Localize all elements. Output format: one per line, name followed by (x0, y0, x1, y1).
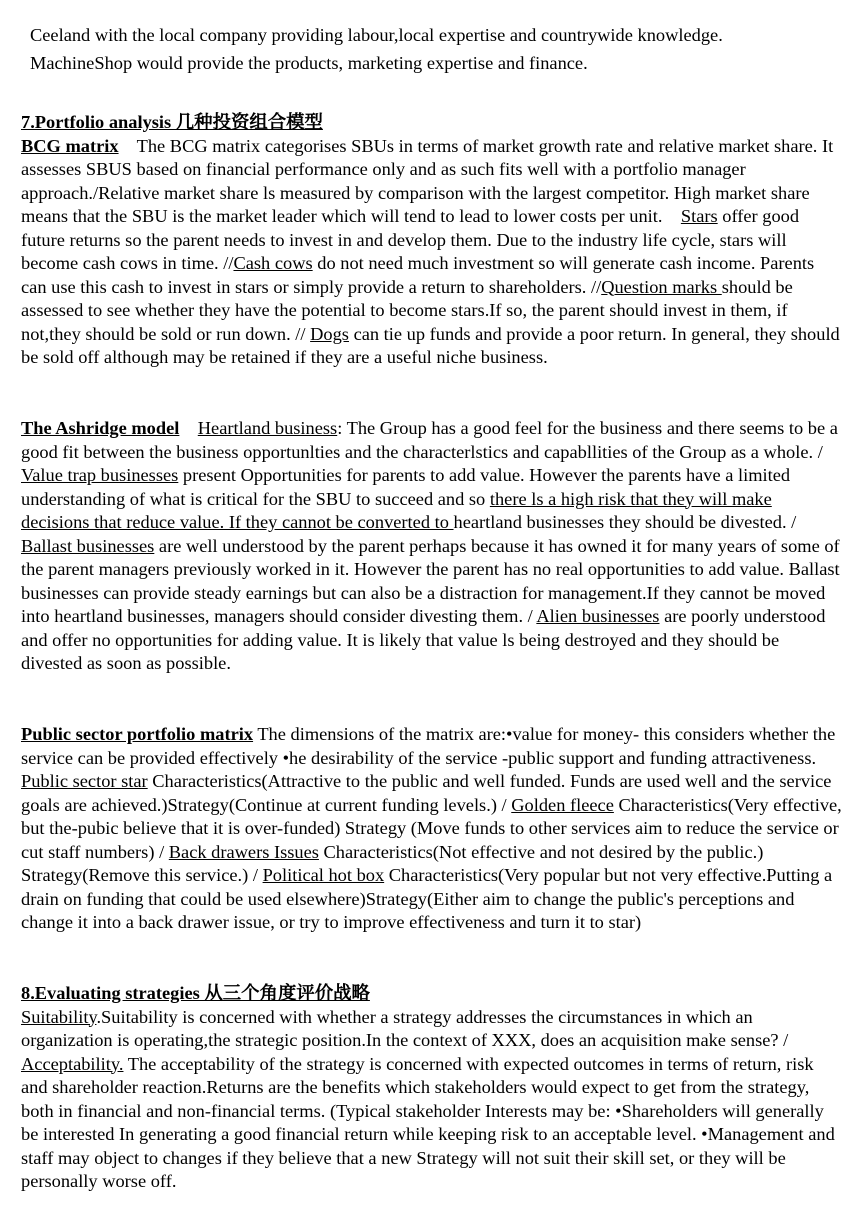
section-public-sector-matrix (21, 723, 844, 935)
public-text-3: Characteristics(Very effective, but the-pubic believe that it is over-funded) Strategy (Move funds to other services aim to reduce the service or cut staff numbers) / (21, 794, 842, 862)
acceptability-term: Acceptability. (21, 1053, 124, 1074)
dogs-term: Dogs (310, 323, 349, 344)
stars-term: Stars (680, 206, 718, 226)
suitability-term: Suitability (21, 1006, 97, 1027)
bcg-text-1: The BCG matrix categorises SBUs in terms of market growth rate and relative market share. It assesses SBUS based on financial performance only and as such fits well with a portfolio manager approach./Relative market share ls measured by comparison with the largest competitor. High market share means that the SBU is the market leader which will tend to lead to lower costs per unit. (21, 135, 838, 226)
intro-paragraph (30, 21, 840, 77)
ashridge-model-label: The Ashridge model (21, 418, 180, 438)
section-portfolio-analysis (21, 111, 844, 370)
ashridge-gap (179, 418, 197, 438)
ashridge-paragraph (21, 417, 844, 676)
ashridge-text-5: are poorly understood and offer no opportunities for adding value. It is likely that value ls being destroyed and they should be divested as soon as possible. (21, 606, 826, 673)
evaluating-paragraph (21, 1006, 844, 1194)
public-text-4: Characteristics(Not effective and not desired by the public.) Strategy(Remove this service.) / (21, 841, 764, 885)
public-sector-paragraph (21, 723, 844, 935)
value-trap-term: Value trap businesses (21, 465, 179, 485)
ashridge-text-3: heartland businesses they should be divested. / (453, 512, 797, 532)
bcg-text-3: do not need much investment so will generate cash income. Parents can use this cash to invest in stars or simply provide a return to shareholders. // (21, 253, 815, 297)
public-text-2: Characteristics(Attractive to the public and well funded. Funds are used well and the service goals are achieved.)Strategy(Continue at current funding levels.) / (21, 771, 832, 815)
political-hot-box-term: Political hot box (262, 865, 385, 885)
evaluating-text-1: .Suitability is concerned with whether a strategy addresses the circumstances in which an organization is operating,the strategic position.In the context of XXX, does an acquisition make sense? / (21, 1006, 789, 1050)
ballast-businesses-term: Ballast businesses (21, 535, 155, 556)
section-ashridge-model (21, 417, 844, 676)
ashridge-text-2: present Opportunities for parents to add value. However the parents have a limited understanding of what is critical for the SBU to succeed and so (21, 465, 791, 509)
section-heading-evaluating: 8.Evaluating strategies 从三个角度评价战略 (21, 983, 370, 1003)
bcg-text-4: should be assessed to see whether they have the potential to become stars.If so, the parent should invest in them, if not,they should be sold or run down. // (21, 276, 793, 344)
public-text-5: Characteristics(Very popular but not very effective.Putting a drain on funding that could be used elsewhere)Strategy(Either aim to change the public's perceptions and change it into a back drawer issue, or try to improve effectiveness and turn it to star) (21, 865, 833, 932)
high-risk-underlined-text: there ls a high risk that they will make decisions that reduce value. If they cannot be converted to (21, 488, 772, 532)
question-marks-term: Question marks (601, 276, 722, 297)
bcg-text-2: offer good future returns so the parent needs to invest in and develop them. Due to the industry life cycle, stars will become cash cows in time. // (21, 206, 800, 273)
back-drawers-issues-term: Back drawers Issues (168, 841, 319, 862)
intro-line-1: Ceeland with the local company providing labour,local expertise and countrywide knowledge. (30, 25, 723, 45)
public-sector-matrix-label: Public sector portfolio matrix (21, 724, 254, 744)
bcg-matrix-label: BCG matrix (21, 135, 119, 156)
bcg-text-5: can tie up funds and provide a poor return. In general, they should be sold off although may be retained if they are a useful niche business. (21, 323, 840, 367)
public-sector-star-term: Public sector star (21, 771, 148, 791)
intro-line-2: MachineShop would provide the products, marketing expertise and finance. (30, 53, 588, 73)
evaluating-text-2: The acceptability of the strategy is concerned with expected outcomes in terms of return, risk and shareholder reaction.Returns are the benefits which stakeholders would expect to get from the strategy, both in financial and non-financial terms. (Typical stakeholder Interests may be: •Shareholders will generally be interested In generating a good financial return while keeping risk to an acceptable level. •Management and staff may object to changes if they believe that a new Strategy will not suit their skill set, or they will be personally worse off. (21, 1053, 835, 1191)
section-heading-portfolio: 7.Portfolio analysis 几种投资组合模型 (21, 112, 323, 132)
alien-businesses-term: Alien businesses (536, 606, 660, 626)
section-evaluating-strategies (21, 982, 844, 1194)
ashridge-text-1: : The Group has a good feel for the business and there seems to be a good fit between the business opportunlties and the characterlstics and capabllities of the Group as a whole. / (21, 418, 838, 462)
heartland-business-term: Heartland business (197, 418, 338, 438)
golden-fleece-term: Golden fleece (511, 794, 614, 815)
cash-cows-term: Cash cows (233, 253, 313, 273)
ashridge-text-4: are well understood by the parent perhaps because it has owned it for many years of some of the parent managers previously worked in it. However the parent has no real opportunities to add value. Ballast businesses can provide steady earnings but can also be a distraction for management.If they cannot be moved into heartland businesses, managers should consider divesting them. / (21, 535, 840, 626)
bcg-paragraph (21, 135, 844, 370)
public-text-1: The dimensions of the matrix are:•value for money- this considers whether the service can be provided effectively •he desirability of the service -public support and funding attractiveness. (21, 724, 836, 768)
